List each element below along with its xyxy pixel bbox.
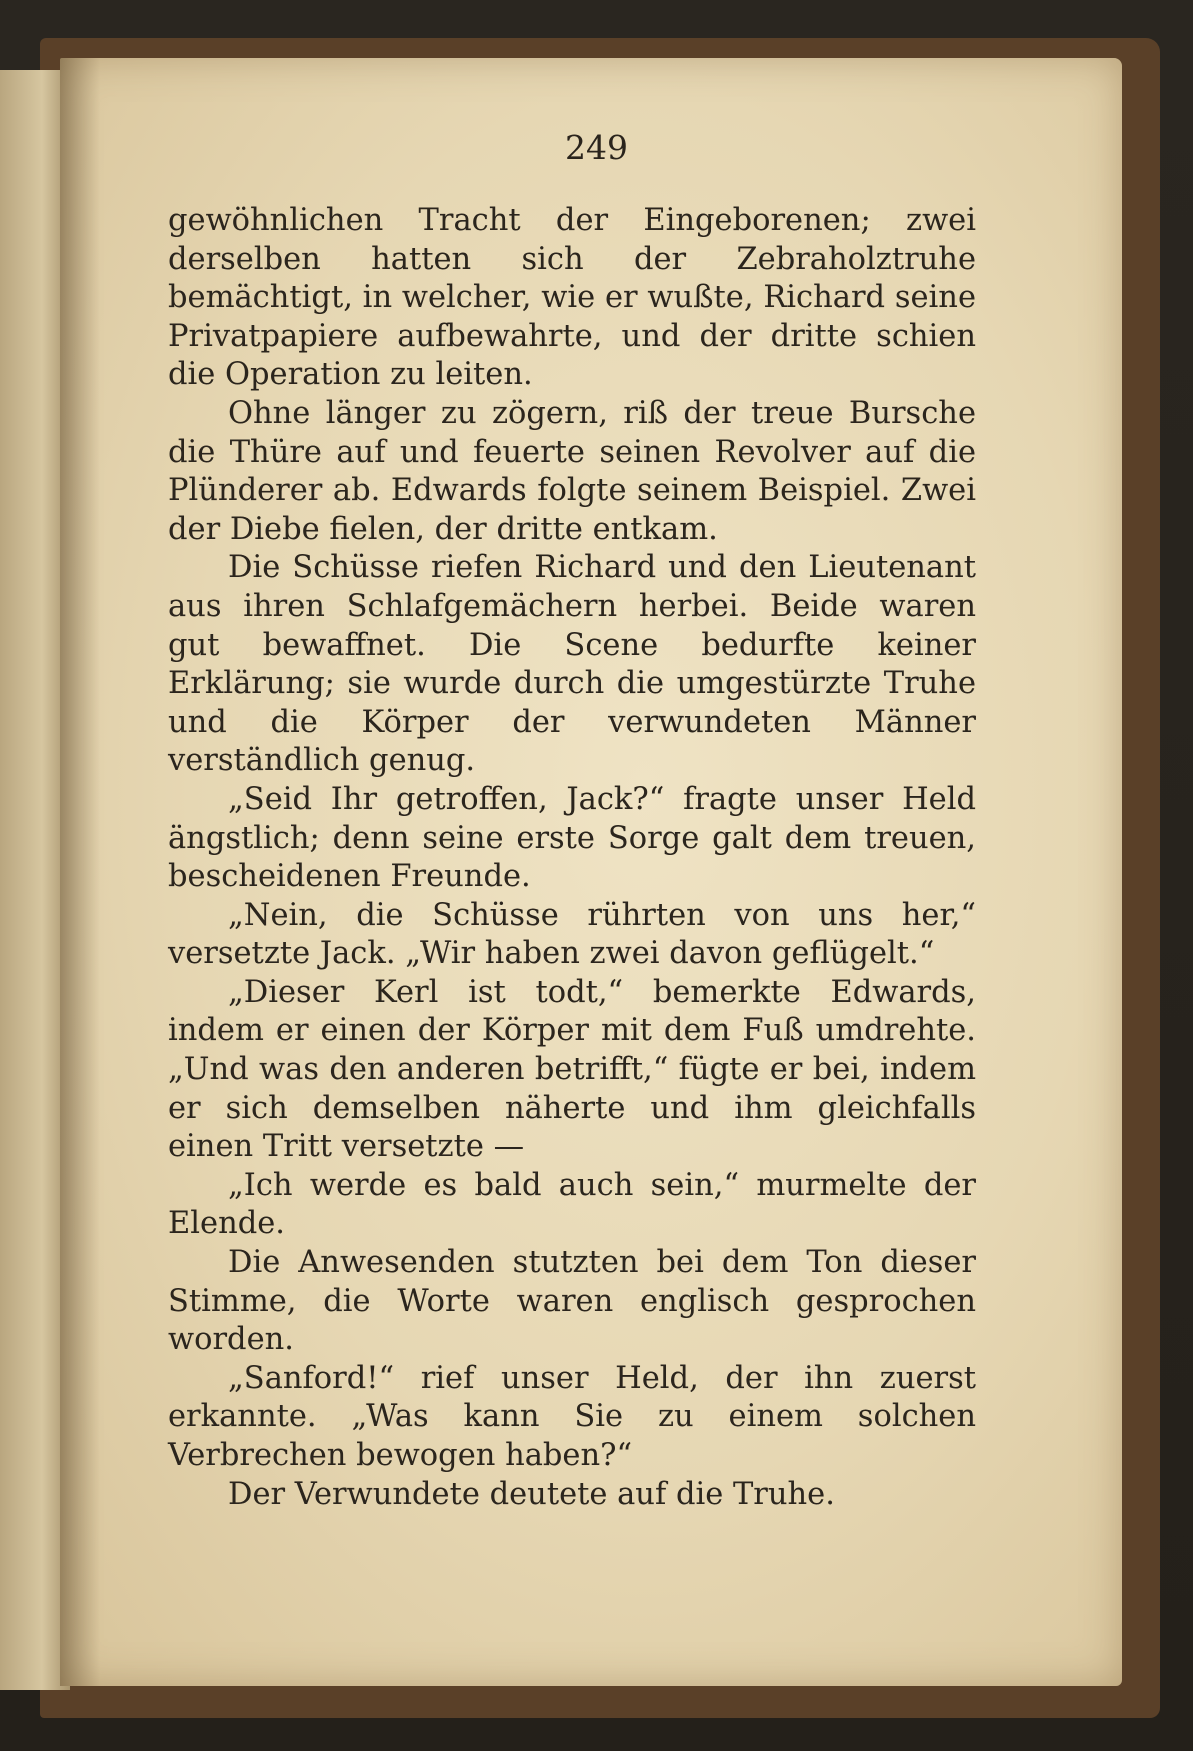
paragraph: „Nein, die Schüsse rührten von uns her,“ versetzte Jack. „Wir haben zwei davon geflügelt.“ [168, 897, 976, 972]
paragraph: „Ich werde es bald auch sein,“ murmelte der Elende. [168, 1167, 976, 1242]
page-gutter-shadow [60, 58, 100, 1686]
paragraph: Die Anwesenden stutzten bei dem Ton dieser Stimme, die Worte waren englisch gesprochen worden. [168, 1245, 976, 1358]
page-number: 249 [565, 128, 628, 167]
paragraph: „Sanford!“ rief unser Held, der ihn zuerst erkannte. „Was kann Sie zu einem solchen Verbrechen bewogen haben?“ [168, 1360, 976, 1473]
paragraph: Der Verwundete deutete auf die Truhe. [228, 1476, 835, 1512]
body-text [168, 202, 976, 1514]
paragraph: gewöhnlichen Tracht der Eingeborenen; zwei derselben hatten sich der Zebraholztruhe bemächtigt, in welcher, wie er wußte, Richard seine Privatpapiere aufbewahrte, und der dritte schien die Operation zu leiten. [168, 203, 976, 393]
paragraph: „Seid Ihr getroffen, Jack?“ fragte unser Held ängstlich; denn seine erste Sorge galt dem treuen, bescheidenen Freunde. [168, 781, 976, 895]
paragraph: Die Schüsse riefen Richard und den Lieutenant aus ihren Schlafgemächern herbei. Beide waren gut bewaffnet. Die Scene bedurfte keiner Erklärung; sie wurde durch die umgestürzte Truhe und die Körper der verwundeten Männer verständlich genug. [168, 550, 976, 779]
paragraph: Ohne länger zu zögern, riß der treue Bursche die Thüre auf und feuerte seinen Revolver auf die Plünderer ab. Edwards folgte seinem Beispiel. Zwei der Diebe fielen, der dritte entkam. [168, 395, 976, 547]
paragraph: „Dieser Kerl ist todt,“ bemerkte Edwards, indem er einen der Körper mit dem Fuß umdrehte. „Und was den anderen betrifft,“ fügte er bei, indem er sich demselben näherte und ihm gleichfalls einen Tritt versetzte — [168, 974, 976, 1165]
